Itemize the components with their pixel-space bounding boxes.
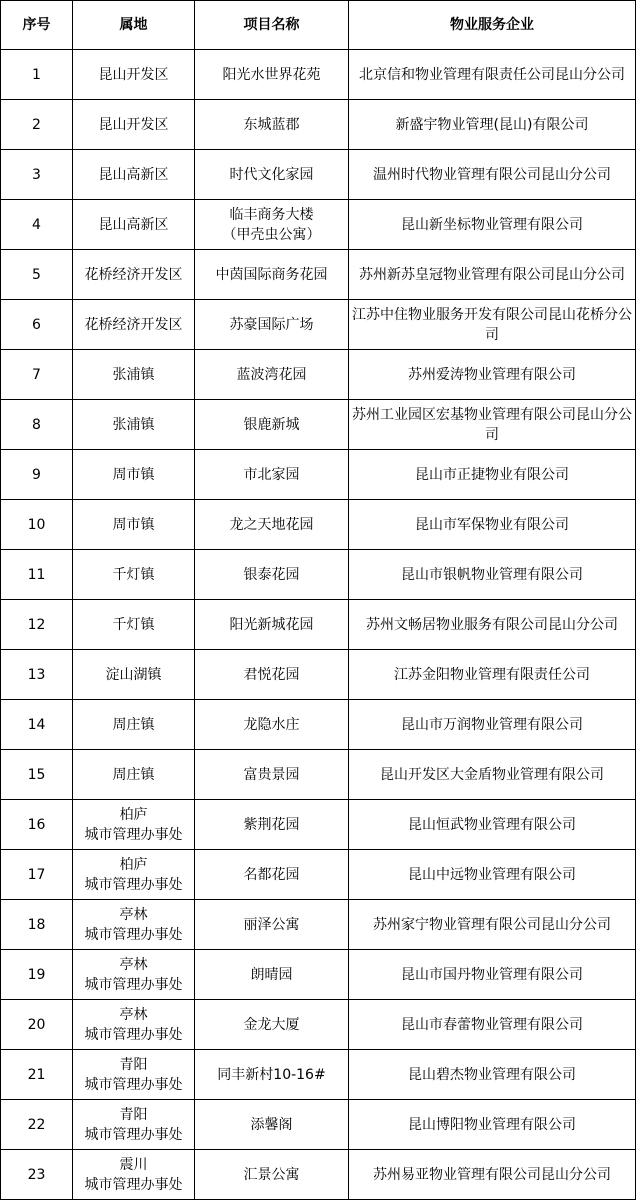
table-row (1, 1000, 636, 1050)
cell-index: 9 (1, 450, 73, 500)
cell-index: 19 (1, 950, 73, 1000)
cell-company: 昆山开发区大金盾物业管理有限公司 (349, 750, 636, 800)
table-row (1, 950, 636, 1000)
cell-district: 亭林 城市管理办事处 (73, 1000, 195, 1050)
cell-project-name: 名都花园 (195, 850, 349, 900)
table-row (1, 500, 636, 550)
cell-index: 10 (1, 500, 73, 550)
cell-index: 12 (1, 600, 73, 650)
table-row (1, 600, 636, 650)
cell-project-name: 富贵景园 (195, 750, 349, 800)
cell-index: 7 (1, 350, 73, 400)
cell-district: 周市镇 (73, 500, 195, 550)
cell-company: 苏州工业园区宏基物业管理有限公司昆山分公司 (349, 400, 636, 450)
table-row (1, 550, 636, 600)
cell-project-name: 龙之天地花园 (195, 500, 349, 550)
cell-district: 昆山高新区 (73, 150, 195, 200)
cell-project-name: 金龙大厦 (195, 1000, 349, 1050)
cell-company: 苏州新苏皇冠物业管理有限公司昆山分公司 (349, 250, 636, 300)
cell-company: 苏州文畅居物业服务有限公司昆山分公司 (349, 600, 636, 650)
cell-index: 3 (1, 150, 73, 200)
cell-index: 6 (1, 300, 73, 350)
cell-district: 昆山高新区 (73, 200, 195, 250)
cell-district: 千灯镇 (73, 600, 195, 650)
cell-index: 8 (1, 400, 73, 450)
cell-project-name: 丽泽公寓 (195, 900, 349, 950)
table-row (1, 350, 636, 400)
table-row (1, 400, 636, 450)
header-district: 属地 (73, 1, 195, 50)
cell-index: 21 (1, 1050, 73, 1100)
cell-project-name: 东城蓝郡 (195, 100, 349, 150)
cell-district: 柏庐 城市管理办事处 (73, 850, 195, 900)
cell-project-name: 蓝波湾花园 (195, 350, 349, 400)
cell-company: 苏州易亚物业管理有限公司昆山分公司 (349, 1150, 636, 1200)
cell-index: 1 (1, 50, 73, 100)
cell-company: 江苏中住物业服务开发有限公司昆山花桥分公司 (349, 300, 636, 350)
table-row (1, 700, 636, 750)
cell-district: 亭林 城市管理办事处 (73, 950, 195, 1000)
table-row (1, 150, 636, 200)
cell-district: 青阳 城市管理办事处 (73, 1050, 195, 1100)
cell-district: 花桥经济开发区 (73, 300, 195, 350)
cell-index: 16 (1, 800, 73, 850)
cell-project-name: 阳光水世界花苑 (195, 50, 349, 100)
header-index: 序号 (1, 1, 73, 50)
table-row (1, 1050, 636, 1100)
cell-index: 13 (1, 650, 73, 700)
cell-district: 千灯镇 (73, 550, 195, 600)
cell-index: 22 (1, 1100, 73, 1150)
table-row (1, 1100, 636, 1150)
table-row (1, 800, 636, 850)
cell-project-name: 添馨阁 (195, 1100, 349, 1150)
cell-district: 柏庐 城市管理办事处 (73, 800, 195, 850)
cell-company: 昆山市军保物业有限公司 (349, 500, 636, 550)
cell-company: 昆山新坐标物业管理有限公司 (349, 200, 636, 250)
table-row (1, 450, 636, 500)
cell-project-name: 龙隐水庄 (195, 700, 349, 750)
cell-district: 震川 城市管理办事处 (73, 1150, 195, 1200)
cell-project-name: 阳光新城花园 (195, 600, 349, 650)
cell-company: 江苏金阳物业管理有限责任公司 (349, 650, 636, 700)
cell-project-name: 中茵国际商务花园 (195, 250, 349, 300)
cell-district: 周庄镇 (73, 700, 195, 750)
table-row (1, 900, 636, 950)
cell-project-name: 同丰新村10-16# (195, 1050, 349, 1100)
cell-project-name: 汇景公寓 (195, 1150, 349, 1200)
cell-district: 张浦镇 (73, 400, 195, 450)
table-row (1, 50, 636, 100)
cell-district: 昆山开发区 (73, 50, 195, 100)
cell-index: 2 (1, 100, 73, 150)
cell-company: 昆山市国丹物业管理有限公司 (349, 950, 636, 1000)
table-row (1, 750, 636, 800)
cell-district: 亭林 城市管理办事处 (73, 900, 195, 950)
cell-company: 昆山博阳物业管理有限公司 (349, 1100, 636, 1150)
cell-district: 花桥经济开发区 (73, 250, 195, 300)
cell-company: 温州时代物业管理有限公司昆山分公司 (349, 150, 636, 200)
cell-project-name: 苏豪国际广场 (195, 300, 349, 350)
cell-company: 北京信和物业管理有限责任公司昆山分公司 (349, 50, 636, 100)
cell-district: 周市镇 (73, 450, 195, 500)
cell-company: 苏州爱涛物业管理有限公司 (349, 350, 636, 400)
cell-project-name: 紫荆花园 (195, 800, 349, 850)
cell-company: 昆山市春蕾物业管理有限公司 (349, 1000, 636, 1050)
cell-index: 5 (1, 250, 73, 300)
table-row (1, 250, 636, 300)
table-row (1, 200, 636, 250)
cell-index: 15 (1, 750, 73, 800)
cell-company: 新盛宇物业管理(昆山)有限公司 (349, 100, 636, 150)
cell-district: 青阳 城市管理办事处 (73, 1100, 195, 1150)
cell-project-name: 君悦花园 (195, 650, 349, 700)
cell-project-name: 时代文化家园 (195, 150, 349, 200)
cell-district: 张浦镇 (73, 350, 195, 400)
cell-index: 4 (1, 200, 73, 250)
table-row (1, 300, 636, 350)
cell-index: 18 (1, 900, 73, 950)
table-row (1, 650, 636, 700)
table-row (1, 850, 636, 900)
header-project-name: 项目名称 (195, 1, 349, 50)
cell-project-name: 银泰花园 (195, 550, 349, 600)
cell-company: 昆山市银帆物业管理有限公司 (349, 550, 636, 600)
cell-company: 昆山碧杰物业管理有限公司 (349, 1050, 636, 1100)
cell-index: 11 (1, 550, 73, 600)
table-body (1, 50, 636, 1200)
cell-index: 20 (1, 1000, 73, 1050)
cell-district: 淀山湖镇 (73, 650, 195, 700)
cell-district: 昆山开发区 (73, 100, 195, 150)
cell-project-name: 市北家园 (195, 450, 349, 500)
table-row (1, 100, 636, 150)
cell-project-name: 朗晴园 (195, 950, 349, 1000)
cell-index: 17 (1, 850, 73, 900)
header-row (1, 1, 636, 50)
cell-company: 昆山市正捷物业有限公司 (349, 450, 636, 500)
header-company: 物业服务企业 (349, 1, 636, 50)
cell-project-name: 银鹿新城 (195, 400, 349, 450)
cell-index: 23 (1, 1150, 73, 1200)
cell-district: 周庄镇 (73, 750, 195, 800)
cell-index: 14 (1, 700, 73, 750)
cell-company: 苏州家宁物业管理有限公司昆山分公司 (349, 900, 636, 950)
table-row (1, 1150, 636, 1200)
cell-company: 昆山中远物业管理有限公司 (349, 850, 636, 900)
cell-company: 昆山市万润物业管理有限公司 (349, 700, 636, 750)
cell-company: 昆山恒武物业管理有限公司 (349, 800, 636, 850)
cell-project-name: 临丰商务大楼 （甲壳虫公寓） (195, 200, 349, 250)
